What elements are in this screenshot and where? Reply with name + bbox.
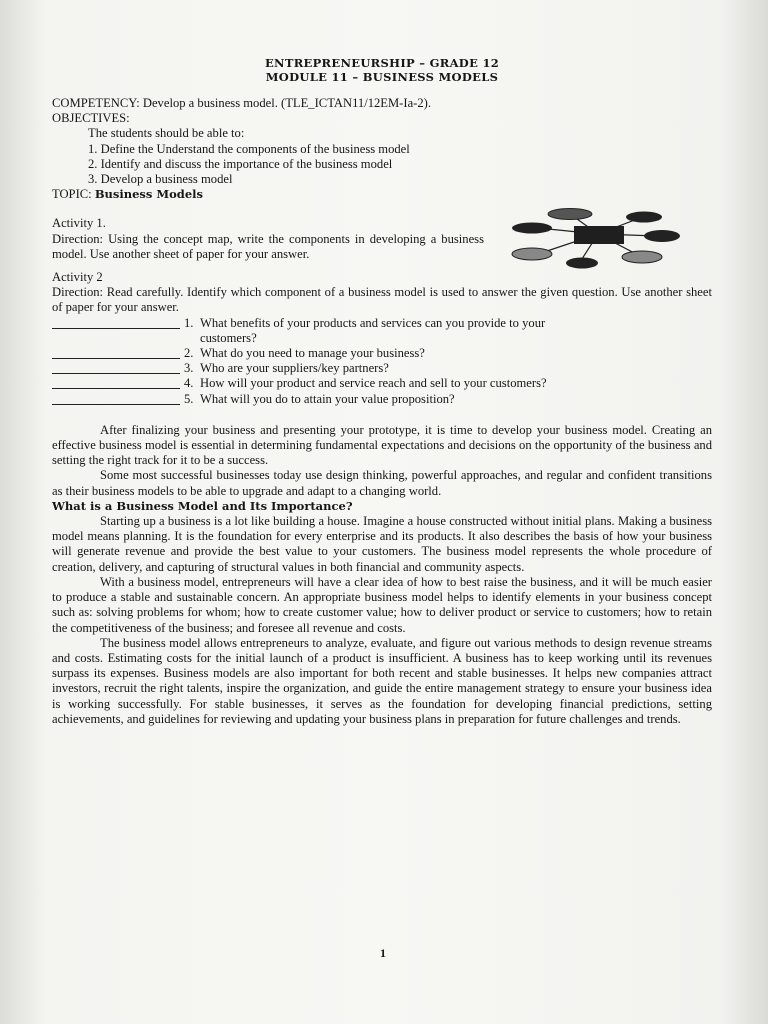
objectives-label: OBJECTIVES:: [52, 111, 130, 126]
competency-text: Develop a business model. (TLE_ICTAN11/12EM-Ia-2).: [142, 96, 431, 110]
question-text: How will your product and service reach and sell to your customers?: [200, 376, 547, 391]
activity1-title: Activity 1.: [52, 216, 106, 231]
page-number: 1: [380, 946, 386, 960]
question-number: 5.: [184, 391, 194, 406]
question-row: [52, 361, 712, 376]
topic: [52, 187, 712, 202]
activity2-title: Activity 2: [52, 270, 103, 285]
answer-blank[interactable]: [52, 346, 180, 359]
question-text-continued: customers?: [200, 330, 257, 345]
doc-title-line2: MODULE 11 – BUSINESS MODELS: [265, 70, 499, 84]
question-number: 4.: [184, 376, 194, 391]
question-number: 2.: [184, 346, 194, 361]
question-text: What benefits of your products and services can you provide to your: [200, 315, 546, 330]
doc-title-line1: ENTREPRENEURSHIP – GRADE 12: [264, 56, 500, 70]
body-paragraph: Starting up a business is a lot like building a house. Imagine a house constructed without initial plans. Making a business model means planning. It is the foundation for every enterprise and its products. It also describes the basis of how your business will generate revenue and provide the best value to your customers. The business model represents the whole procedure of creation, delivery, and capturing of structural values in both financial and community aspects.: [52, 514, 712, 574]
concept-map-center-box: [574, 226, 624, 244]
question-number: 3.: [184, 361, 194, 376]
question-row: [52, 316, 712, 331]
body-paragraph: With a business model, entrepreneurs will have a clear idea of how to best raise the business, and it will be much easier to produce a stable and sustainable concern. An appropriate business model helps to identify elements in your business concept such as: solving problems for whom; how to create customer value; how to deliver product or service to customers; how to retain the competitiveness of the business; and foresee all revenue and costs.: [52, 574, 712, 635]
activity2-section: [52, 270, 712, 407]
competency-label: COMPETENCY:: [52, 96, 140, 110]
question-text: What do you need to manage your business?: [200, 346, 425, 361]
objective-item: 1. Define the Understand the components of the business model: [88, 141, 410, 156]
body-paragraph: Some most successful businesses today use design thinking, powerful approaches, and regular and confident transitions as their business models to be able to upgrade and adapt to a changing world.: [52, 468, 712, 498]
answer-blank[interactable]: [52, 376, 180, 389]
objective-item: 2. Identify and discuss the importance of the business model: [88, 156, 393, 171]
activity2-direction: Direction: Read carefully. Identify which component of a business model is used to answer the given question. Use another sheet of paper for your answer.: [52, 285, 712, 315]
objectives-intro: The students should be able to:: [88, 126, 245, 141]
question-row: [52, 376, 712, 391]
answer-blank[interactable]: [52, 392, 180, 405]
topic-value: Business Models: [94, 187, 203, 202]
activity1-section: [52, 216, 712, 262]
body-paragraph: The business model allows entrepreneurs to analyze, evaluate, and figure out various methods to design revenue streams and costs. Estimating costs for the initial launch of a product is insufficient. A business has to keep working until its revenues surpass its expenses. Business models are also important for both recent and stable businesses. It helps new companies attract investors, recruit the right talents, inspire the organization, and guide the entire management strategy to ensure your business idea is working successfully. For stable businesses, it serves as the foundation for developing financial predictions, setting achievements, and guidelines for reviewing and updating your business plans in preparation for future challenges and trends.: [52, 635, 712, 726]
objectives-list: [52, 142, 712, 188]
activity1-direction: Direction: Using the concept map, write the components in developing a business model. Use another sheet of paper for your answer.: [52, 231, 484, 261]
concept-map-diagram: [508, 208, 688, 270]
objective-item: 3. Develop a business model: [88, 172, 233, 187]
answer-blank[interactable]: [52, 361, 180, 374]
question-row: [52, 392, 712, 407]
body-paragraph: After finalizing your business and presenting your prototype, it is time to develop your business model. Creating an effective business model is essential in determining fundamental expectations and decisions on the opportunity of the business and setting the right track for it to be a success.: [52, 422, 712, 468]
section-heading: What is a Business Model and Its Importance?: [52, 498, 353, 513]
question-number: 1.: [184, 315, 194, 330]
question-text: What will you do to attain your value proposition?: [200, 391, 455, 406]
page-content: [52, 56, 712, 727]
competency: [52, 96, 712, 111]
topic-label: TOPIC:: [52, 187, 92, 202]
answer-blank[interactable]: [52, 316, 180, 329]
question-text: Who are your suppliers/key partners?: [200, 361, 389, 376]
question-row: [52, 346, 712, 361]
